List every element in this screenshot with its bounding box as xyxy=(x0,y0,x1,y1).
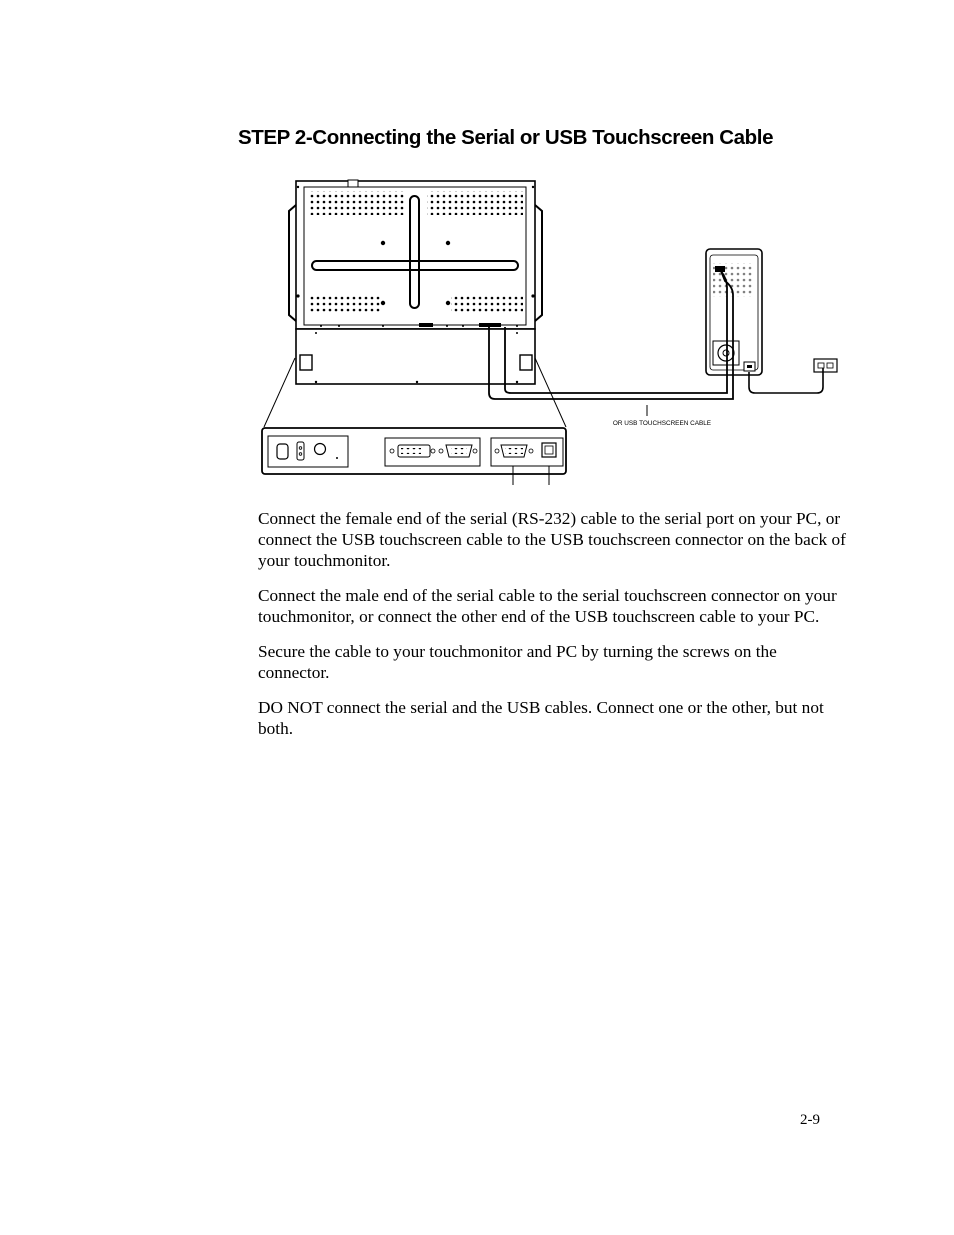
section-heading: STEP 2-Connecting the Serial or USB Touchscreen Cable xyxy=(238,126,774,149)
cable-callout-label: OR USB TOUCHSCREEN CABLE xyxy=(612,420,712,427)
instructions xyxy=(258,508,848,753)
connector-panel-illustration xyxy=(262,428,566,485)
paragraph-warning: DO NOT connect the serial and the USB cables. Connect one or the other, but not both. xyxy=(258,698,824,738)
paragraph-serial-port: Connect the female end of the serial (RS-232) cable to the serial port on your PC, or connect the USB touchscreen cable to the USB touchscreen connector on the back of your touchmonitor. xyxy=(258,509,846,570)
connection-diagram xyxy=(255,175,855,490)
wall-outlet-illustration xyxy=(814,359,837,372)
pc-tower-illustration xyxy=(706,249,762,375)
paragraph-secure-cable: Secure the cable to your touchmonitor and PC by turning the screws on the connector. xyxy=(258,642,777,682)
page-number: 2-9 xyxy=(800,1112,820,1128)
monitor-rear-illustration xyxy=(289,180,542,384)
paragraph-male-end: Connect the male end of the serial cable to the serial touchscreen connector on your touchmonitor, or connect the other end of the USB touchscreen cable to your PC. xyxy=(258,586,837,626)
